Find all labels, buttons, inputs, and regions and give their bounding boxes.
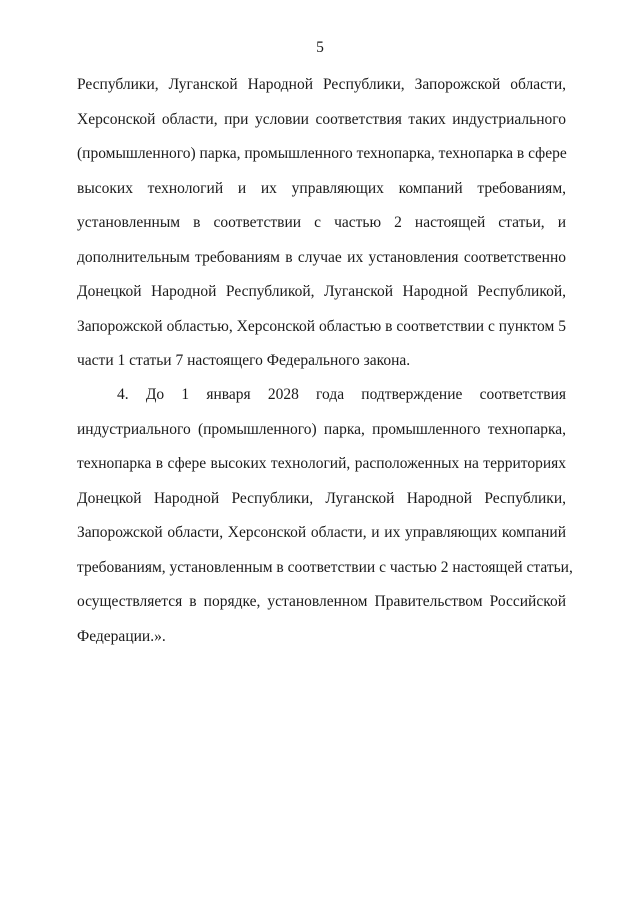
text-line: технопарка в сфере высоких технологий, расположенных на территориях (77, 455, 566, 472)
text-line: (промышленного) парка, промышленного технопарка, технопарка в сфере (77, 145, 567, 162)
text-line: высоких технологий и их управляющих компаний требованиям, (77, 179, 566, 197)
text-line: Федерации.». (77, 627, 166, 645)
text-line: индустриального (промышленного) парка, промышленного технопарка, (77, 420, 566, 438)
text-line: Донецкой Народной Республики, Луганской Народной Республики, (77, 489, 566, 507)
text-line: установленным в соответствии с частью 2 настоящей статьи, и (77, 214, 566, 231)
text-line: осуществляется в порядке, установленном Правительством Российской (77, 593, 566, 610)
text-line: Донецкой Народной Республикой, Луганской Народной Республикой, (77, 283, 566, 300)
text-line: Запорожской областью, Херсонской областью в соответствии с пунктом 5 (77, 317, 566, 335)
text-line: Запорожской области, Херсонской области, и их управляющих компаний (77, 524, 566, 541)
text-line: 4. До 1 января 2028 года подтверждение соответствия (117, 386, 566, 403)
paragraph-continuation (77, 68, 566, 379)
text-line: требованиям, установленным в соответствии с частью 2 настоящей статьи, (77, 558, 573, 576)
page-number: 5 (316, 39, 324, 56)
text-line: дополнительным требованиям в случае их установления соответственно (77, 248, 566, 266)
text-line: Херсонской области, при условии соответствия таких индустриального (77, 110, 566, 128)
text-line: Республики, Луганской Народной Республики, Запорожской области, (77, 76, 566, 93)
text-line: части 1 статьи 7 настоящего Федерального закона. (77, 352, 411, 369)
paragraph-item-4 (77, 378, 573, 654)
